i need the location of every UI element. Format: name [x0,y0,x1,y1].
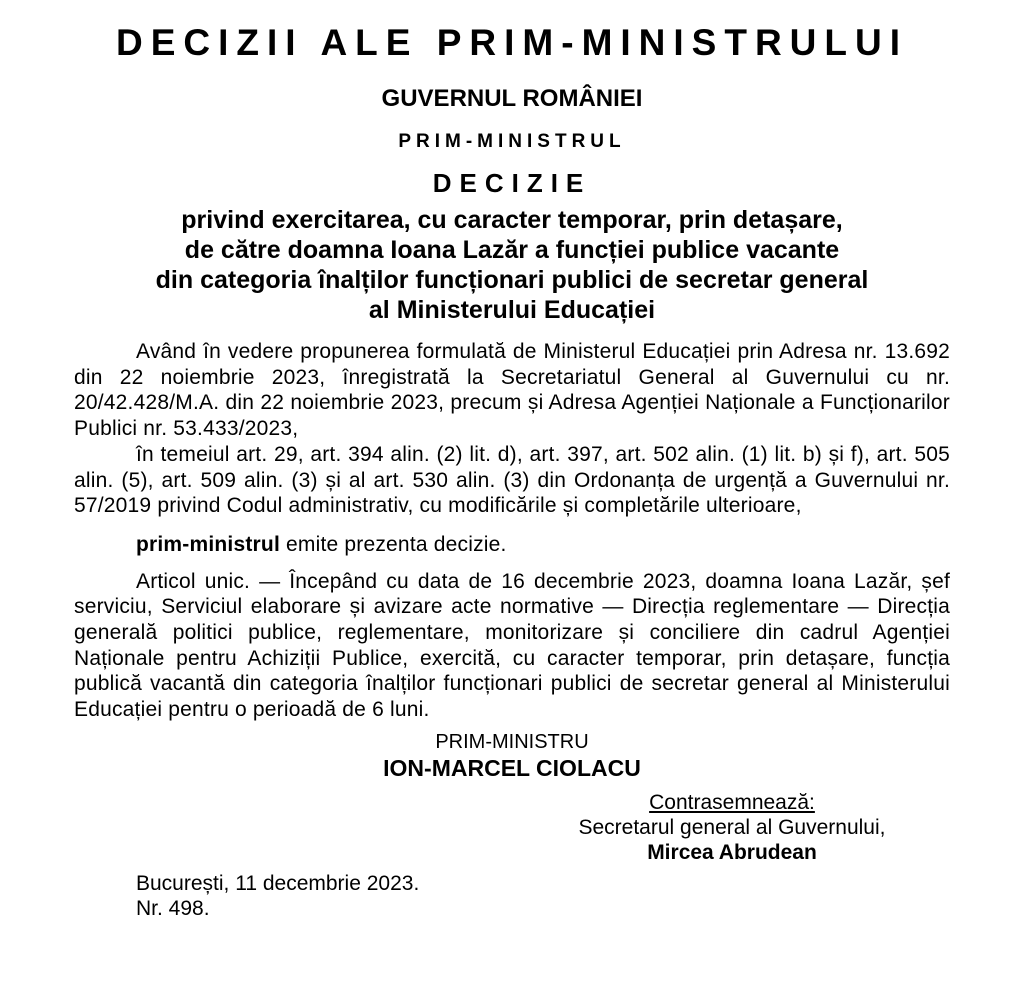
signature-title: PRIM-MINISTRU [435,730,589,753]
enacting-clause-text: emite prezenta decizie. [279,532,507,556]
footer-block [74,871,950,922]
government-header: GUVERNUL ROMÂNIEI [381,85,643,112]
place-date-line: București, 11 decembrie 2023. [136,871,420,895]
countersign-label: Contrasemnează: [649,790,815,814]
issuer-header: PRIM-MINISTRUL [398,131,626,152]
doc-type-title: DECIZIE [432,168,592,198]
countersign-block [512,790,952,865]
doc-subtitle [74,205,950,325]
signature-name: ION-MARCEL CIOLACU [383,754,641,781]
article-paragraph: Articol unic. — Începând cu data de 16 decembrie 2023, doamna Ioana Lazăr, șef serviciu, Serviciul elaborare și avizare acte normative — Direcția reglementare — Direcția generală politici publice, reglementare, monitorizare și conciliere din cadrul Agenției Naționale pentru Achiziții Publice, exercită, cu caracter temporar, prin detașare, funcția publică vacantă din categoria înalților funcționari publici de secretar general al Ministerului Educației pentru o perioadă de 6 luni. [74,569,950,722]
section-title: DECIZII ALE PRIM-MINISTRULUI [116,22,908,63]
subtitle-line: al Ministerului Educației [368,296,656,324]
subtitle-line: de către doamna Ioana Lazăr a funcției publice vacante [184,236,840,264]
decision-number-line: Nr. 498. [136,897,210,921]
enacting-clause-issuer: prim-ministrul [136,532,280,556]
preamble-paragraph-1: Având în vedere propunerea formulată de Ministerul Educației prin Adresa nr. 13.692 din 22 noiembrie 2023, înregistrată la Secretariatul General al Guvernului cu nr. 20/42.428/M.A. din 22 noiembrie 2023, precum și Adresa Agenției Naționale a Funcționarilor Publici nr. 53.433/2023, [74,340,950,441]
countersign-role: Secretarul general al Guvernului, [578,815,886,839]
subtitle-line: din categoria înalților funcționari publici de secretar general [155,266,869,294]
preamble-paragraph-2: în temeiul art. 29, art. 394 alin. (2) lit. d), art. 397, art. 502 alin. (1) lit. b) și f), art. 505 alin. (5), art. 509 alin. (3) și al art. 530 alin. (3) din Ordonanța de urgență a Guvernului nr. 57/2019 privind Codul administrativ, cu modificările și completările ulterioare, [74,442,950,518]
countersign-name: Mircea Abrudean [647,840,817,864]
subtitle-line: privind exercitarea, cu caracter temporar, prin detașare, [181,206,843,234]
enacting-clause [74,532,950,558]
